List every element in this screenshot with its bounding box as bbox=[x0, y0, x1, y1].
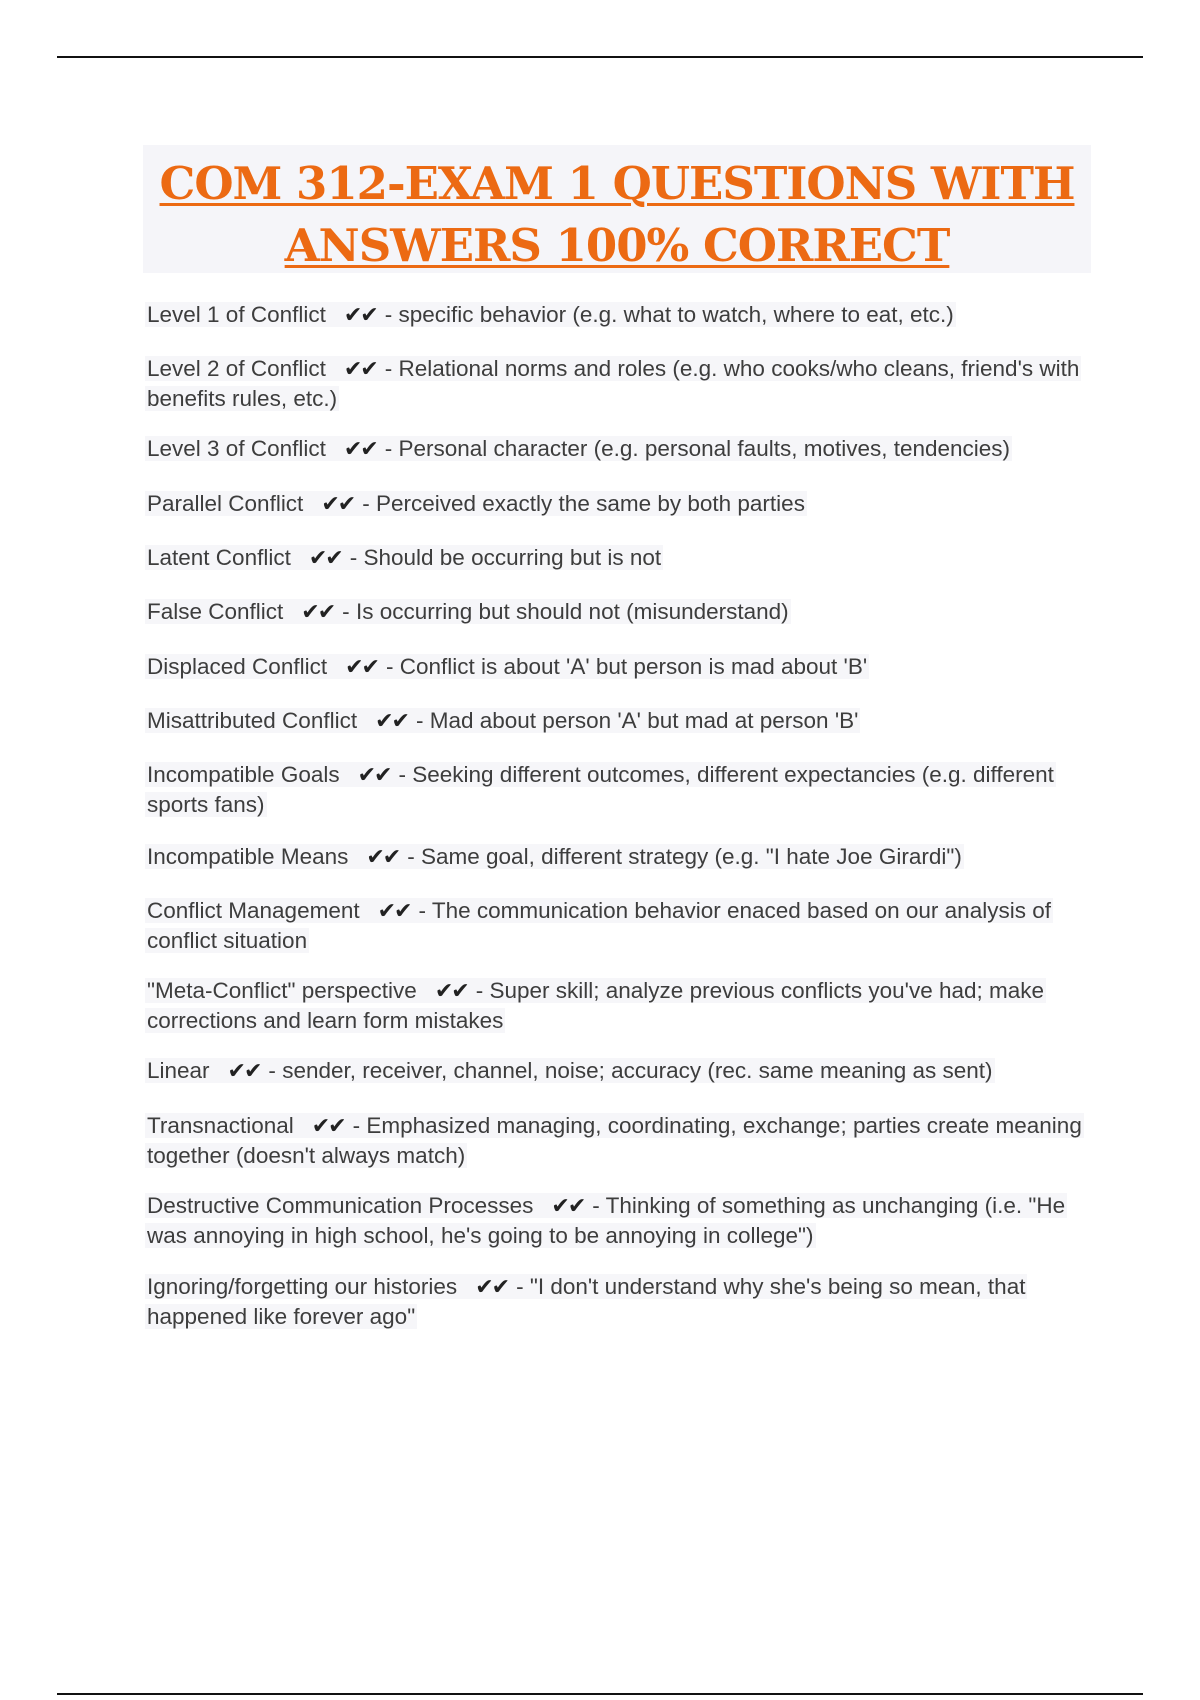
flashcard-term: Destructive Communication Processes bbox=[147, 1193, 534, 1218]
double-check-icon: ✔✔ bbox=[301, 600, 335, 625]
double-check-icon: ✔✔ bbox=[343, 357, 377, 382]
flashcard-item bbox=[145, 652, 1090, 682]
flashcard-term: Incompatible Means bbox=[147, 844, 349, 869]
flashcard-term: Incompatible Goals bbox=[147, 762, 340, 787]
flashcard-item bbox=[145, 1191, 1090, 1250]
separator-dash: - bbox=[384, 356, 393, 381]
separator-dash: - bbox=[592, 1193, 600, 1218]
flashcard-text bbox=[145, 545, 663, 570]
double-check-icon: ✔✔ bbox=[227, 1059, 261, 1084]
flashcard-definition: Relational norms and roles (e.g. who cooks/who cleans, friend's with benefits rules, etc.) bbox=[147, 356, 1080, 411]
flashcard-definition: Thinking of something as unchanging (i.e. "He was annoying in high school, he's going to be annoying in college") bbox=[147, 1193, 1066, 1248]
flashcard-text bbox=[145, 302, 956, 327]
flashcard-definition: Emphasized managing, coordinating, exchange; parties create meaning together (doesn't always match) bbox=[147, 1113, 1082, 1168]
double-check-icon: ✔✔ bbox=[311, 1114, 345, 1139]
flashcard-term: "Meta-Conflict" perspective bbox=[147, 978, 417, 1003]
double-check-icon: ✔✔ bbox=[345, 655, 378, 680]
flashcard-text bbox=[145, 1058, 995, 1083]
double-check-icon: ✔✔ bbox=[343, 437, 377, 462]
flashcard-term: Displaced Conflict bbox=[147, 654, 328, 679]
double-check-icon: ✔✔ bbox=[308, 546, 342, 571]
flashcard-text bbox=[145, 1113, 1084, 1168]
flashcard-definition: Should be occurring but is not bbox=[363, 545, 662, 570]
flashcard-definition: "I don't understand why she's being so mean, that happened like forever ago" bbox=[147, 1274, 1026, 1329]
flashcard-item bbox=[145, 597, 1090, 627]
separator-dash: - bbox=[384, 302, 393, 327]
double-check-icon: ✔✔ bbox=[366, 845, 400, 870]
flashcard-term: Level 3 of Conflict bbox=[147, 436, 326, 461]
double-check-icon: ✔✔ bbox=[551, 1194, 585, 1219]
flashcard-definition: sender, receiver, channel, noise; accuracy (rec. same meaning as sent) bbox=[282, 1058, 993, 1083]
flashcard-term: Misattributed Conflict bbox=[147, 708, 358, 733]
flashcard-text bbox=[145, 491, 807, 516]
separator-dash: - bbox=[342, 599, 350, 624]
flashcard-item bbox=[145, 1111, 1090, 1170]
separator-dash: - bbox=[268, 1058, 276, 1083]
flashcard-text bbox=[145, 708, 860, 733]
separator-dash: - bbox=[352, 1113, 361, 1138]
flashcard-item bbox=[145, 760, 1090, 819]
flashcard-item bbox=[145, 1272, 1090, 1331]
flashcard-definition: Super skill; analyze previous conflicts you've had; make corrections and learn form mistakes bbox=[147, 978, 1045, 1033]
flashcard-text bbox=[145, 599, 791, 624]
separator-dash: - bbox=[475, 978, 484, 1003]
header-rule bbox=[57, 56, 1143, 58]
separator-dash: - bbox=[398, 762, 406, 787]
flashcard-text bbox=[145, 844, 964, 869]
flashcard-item bbox=[145, 896, 1090, 955]
double-check-icon: ✔✔ bbox=[434, 979, 468, 1004]
flashcard-term: Ignoring/forgetting our histories bbox=[147, 1274, 458, 1299]
separator-dash: - bbox=[407, 844, 415, 869]
separator-dash: - bbox=[415, 708, 424, 733]
flashcard-term: False Conflict bbox=[147, 599, 284, 624]
double-check-icon: ✔✔ bbox=[343, 303, 377, 328]
flashcard-item bbox=[145, 489, 1090, 519]
flashcard-term: Parallel Conflict bbox=[147, 491, 304, 516]
flashcard-definition: Is occurring but should not (misunderstand) bbox=[355, 599, 789, 624]
flashcard-text bbox=[145, 762, 1056, 817]
separator-dash: - bbox=[418, 898, 426, 923]
flashcard-item bbox=[145, 354, 1090, 413]
separator-dash: - bbox=[362, 491, 370, 516]
double-check-icon: ✔✔ bbox=[375, 709, 408, 734]
flashcard-item bbox=[145, 842, 1090, 872]
flashcard-item bbox=[145, 543, 1090, 573]
double-check-icon: ✔✔ bbox=[475, 1275, 509, 1300]
flashcard-term: Level 2 of Conflict bbox=[147, 356, 326, 381]
flashcard-definition: specific behavior (e.g. what to watch, where to eat, etc.) bbox=[398, 302, 954, 327]
double-check-icon: ✔✔ bbox=[377, 899, 411, 924]
flashcard-term: Level 1 of Conflict bbox=[147, 302, 326, 327]
flashcard-item bbox=[145, 300, 1090, 330]
flashcard-term: Conflict Management bbox=[147, 898, 360, 923]
flashcard-term: Linear bbox=[147, 1058, 210, 1083]
flashcard-term: Latent Conflict bbox=[147, 545, 291, 570]
double-check-icon: ✔✔ bbox=[321, 492, 355, 517]
footer-rule bbox=[57, 1693, 1143, 1695]
flashcard-term: Transnactional bbox=[147, 1113, 294, 1138]
flashcard-item bbox=[145, 434, 1090, 464]
separator-dash: - bbox=[349, 545, 358, 570]
flashcard-definition: Personal character (e.g. personal faults, motives, tendencies) bbox=[398, 436, 1011, 461]
document-title: COM 312-EXAM 1 QUESTIONS WITH ANSWERS 100% CORRECT bbox=[159, 157, 1075, 272]
flashcard-item bbox=[145, 976, 1090, 1035]
separator-dash: - bbox=[384, 436, 393, 461]
flashcard-item bbox=[145, 1056, 1090, 1086]
flashcard-text bbox=[145, 356, 1081, 411]
double-check-icon: ✔✔ bbox=[357, 763, 391, 788]
flashcard-text bbox=[145, 978, 1046, 1033]
flashcard-definition: Seeking different outcomes, different expectancies (e.g. different sports fans) bbox=[147, 762, 1054, 817]
flashcard-text bbox=[145, 1274, 1027, 1329]
flashcard-definition: Mad about person 'A' but mad at person 'B' bbox=[429, 708, 859, 733]
flashcard-item bbox=[145, 706, 1090, 736]
flashcard-text bbox=[145, 436, 1012, 461]
title-box bbox=[143, 145, 1091, 273]
separator-dash: - bbox=[516, 1274, 524, 1299]
flashcard-text bbox=[145, 898, 1053, 953]
flashcard-text bbox=[145, 1193, 1067, 1248]
flashcard-text bbox=[145, 654, 869, 679]
separator-dash: - bbox=[385, 654, 394, 679]
flashcard-definition: Same goal, different strategy (e.g. "I hate Joe Girardi") bbox=[421, 844, 962, 869]
flashcard-definition: Perceived exactly the same by both parties bbox=[375, 491, 805, 516]
flashcard-definition: The communication behavior enaced based on our analysis of conflict situation bbox=[147, 898, 1051, 953]
flashcard-definition: Conflict is about 'A' but person is mad about 'B' bbox=[399, 654, 868, 679]
